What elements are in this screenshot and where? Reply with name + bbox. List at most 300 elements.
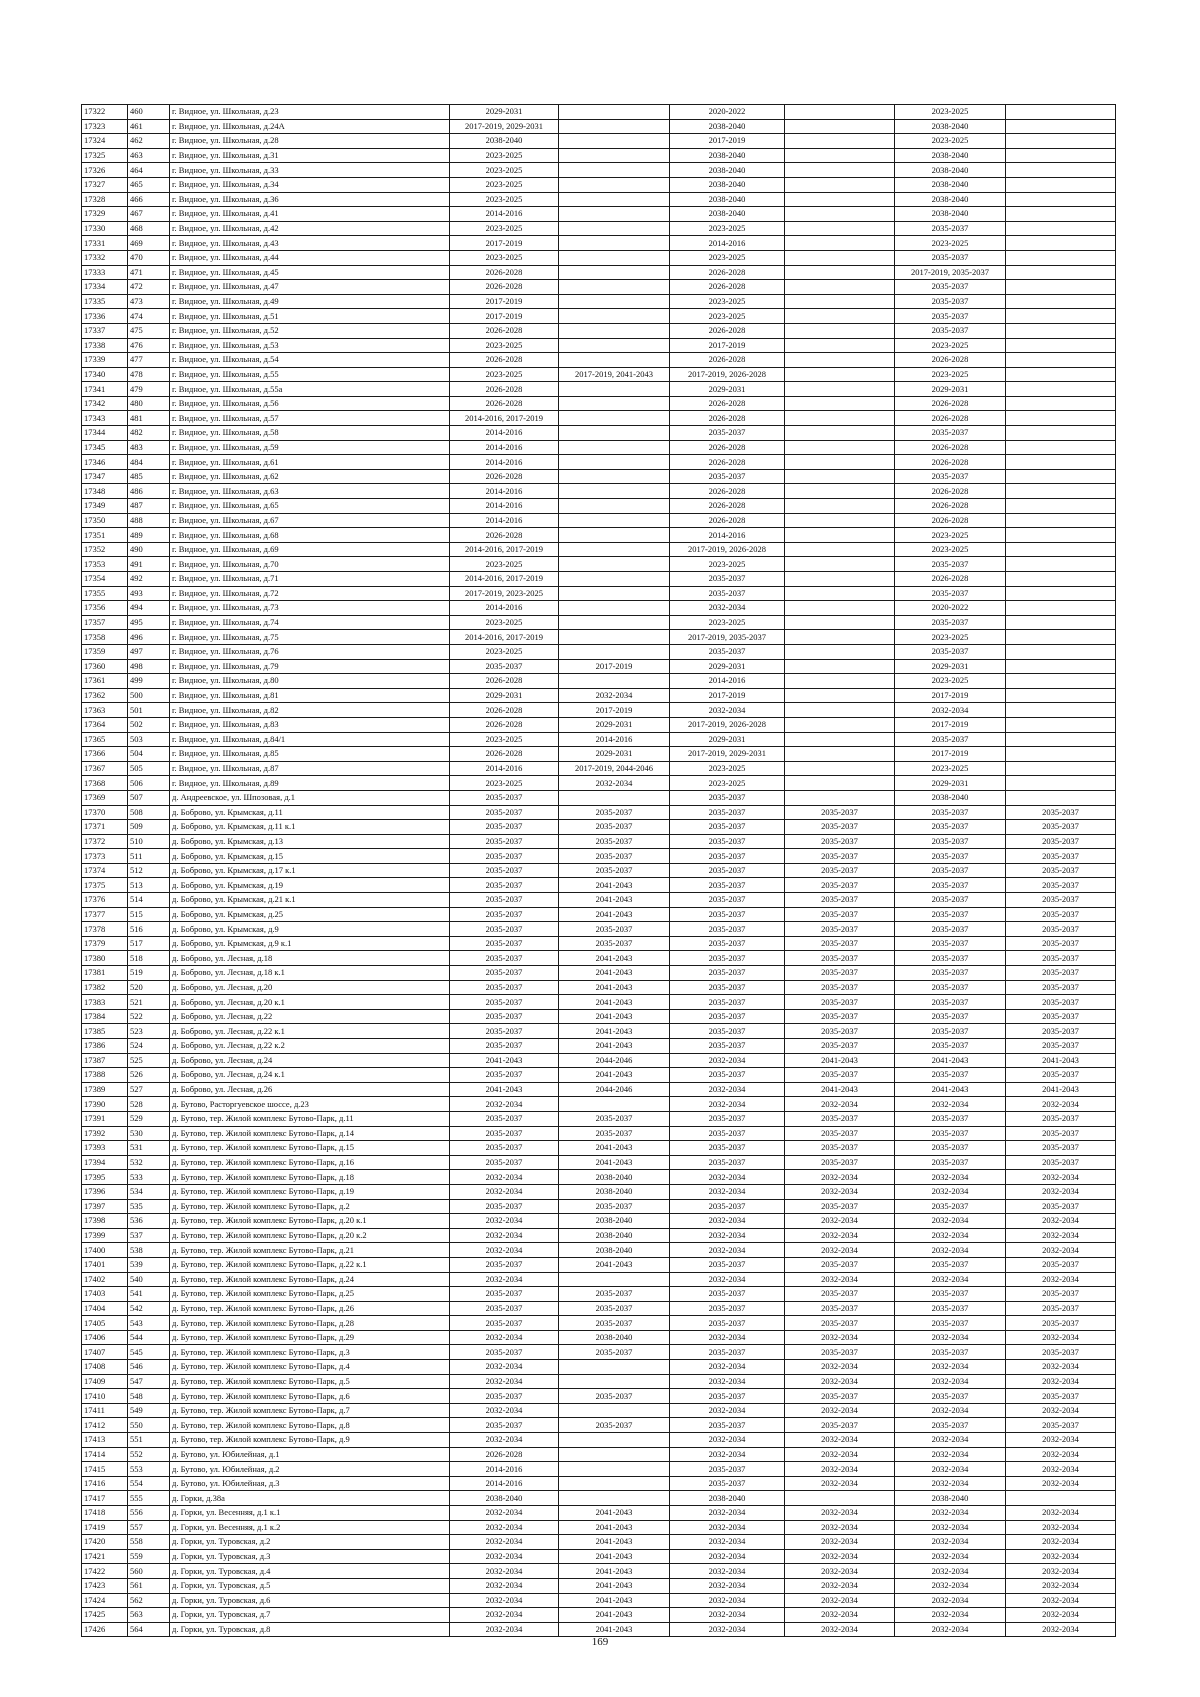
cell-address: д. Боброво, ул. Крымская, д.25 <box>170 907 450 922</box>
cell-row-number: 17393 <box>82 1141 128 1156</box>
cell-period-5: 2032-2034 <box>895 1476 1006 1491</box>
cell-row-number: 17424 <box>82 1593 128 1608</box>
cell-period-4 <box>785 644 895 659</box>
cell-period-6: 2035-2037 <box>1006 849 1116 864</box>
cell-period-6: 2035-2037 <box>1006 966 1116 981</box>
cell-row-number: 17378 <box>82 922 128 937</box>
cell-period-6 <box>1006 630 1116 645</box>
cell-period-1: 2035-2037 <box>450 805 559 820</box>
cell-period-2: 2035-2037 <box>559 922 670 937</box>
cell-period-6: 2032-2034 <box>1006 1360 1116 1375</box>
cell-period-6 <box>1006 455 1116 470</box>
cell-period-4 <box>785 440 895 455</box>
table-row <box>82 630 1116 645</box>
cell-period-5: 2035-2037 <box>895 221 1006 236</box>
cell-address: д. Бутово, тер. Жилой комплекс Бутово-Парк, д.8 <box>170 1418 450 1433</box>
table-row <box>82 893 1116 908</box>
cell-row-number: 17348 <box>82 484 128 499</box>
cell-period-6: 2035-2037 <box>1006 1024 1116 1039</box>
cell-row-number: 17385 <box>82 1024 128 1039</box>
cell-house-number: 472 <box>128 280 170 295</box>
cell-row-number: 17342 <box>82 396 128 411</box>
cell-period-1: 2035-2037 <box>450 878 559 893</box>
cell-period-5: 2035-2037 <box>895 834 1006 849</box>
table-row <box>82 1082 1116 1097</box>
cell-period-6 <box>1006 163 1116 178</box>
table-row <box>82 644 1116 659</box>
cell-period-5: 2032-2034 <box>895 1360 1006 1375</box>
cell-period-6: 2035-2037 <box>1006 878 1116 893</box>
cell-address: д. Бутово, тер. Жилой комплекс Бутово-Парк, д.21 <box>170 1243 450 1258</box>
cell-period-3: 2017-2019 <box>670 338 785 353</box>
cell-address: г. Видное, ул. Школьная, д.33 <box>170 163 450 178</box>
cell-address: г. Видное, ул. Школьная, д.28 <box>170 134 450 149</box>
cell-house-number: 523 <box>128 1024 170 1039</box>
cell-period-1: 2029-2031 <box>450 105 559 120</box>
cell-period-6: 2032-2034 <box>1006 1622 1116 1637</box>
table-row <box>82 1024 1116 1039</box>
cell-period-2: 2035-2037 <box>559 1111 670 1126</box>
cell-period-4: 2032-2034 <box>785 1535 895 1550</box>
cell-period-6: 2032-2034 <box>1006 1462 1116 1477</box>
cell-period-3: 2032-2034 <box>670 1330 785 1345</box>
cell-period-4: 2032-2034 <box>785 1578 895 1593</box>
cell-address: г. Видное, ул. Школьная, д.36 <box>170 192 450 207</box>
cell-period-4: 2041-2043 <box>785 1082 895 1097</box>
cell-period-1: 2014-2016 <box>450 207 559 222</box>
table-row <box>82 1433 1116 1448</box>
cell-period-3: 2029-2031 <box>670 732 785 747</box>
cell-period-5: 2032-2034 <box>895 1433 1006 1448</box>
cell-period-6 <box>1006 1491 1116 1506</box>
cell-period-2 <box>559 1374 670 1389</box>
cell-period-4: 2035-2037 <box>785 966 895 981</box>
cell-address: д. Бутово, тер. Жилой комплекс Бутово-Парк, д.7 <box>170 1403 450 1418</box>
table-row <box>82 586 1116 601</box>
cell-period-2: 2035-2037 <box>559 1418 670 1433</box>
cell-row-number: 17338 <box>82 338 128 353</box>
cell-period-5: 2035-2037 <box>895 1068 1006 1083</box>
cell-period-3: 2026-2028 <box>670 484 785 499</box>
table-body <box>82 105 1116 1637</box>
cell-period-5: 2029-2031 <box>895 659 1006 674</box>
cell-period-1: 2032-2034 <box>450 1403 559 1418</box>
cell-address: г. Видное, ул. Школьная, д.42 <box>170 221 450 236</box>
cell-period-6 <box>1006 717 1116 732</box>
cell-period-5: 2035-2037 <box>895 1345 1006 1360</box>
cell-address: г. Видное, ул. Школьная, д.68 <box>170 528 450 543</box>
cell-period-6: 2041-2043 <box>1006 1082 1116 1097</box>
cell-address: г. Видное, ул. Школьная, д.61 <box>170 455 450 470</box>
cell-house-number: 521 <box>128 995 170 1010</box>
cell-period-3: 2017-2019, 2026-2028 <box>670 717 785 732</box>
cell-house-number: 516 <box>128 922 170 937</box>
cell-row-number: 17380 <box>82 951 128 966</box>
cell-row-number: 17372 <box>82 834 128 849</box>
cell-period-6: 2035-2037 <box>1006 1316 1116 1331</box>
cell-house-number: 499 <box>128 674 170 689</box>
cell-address: д. Боброво, ул. Лесная, д.20 к.1 <box>170 995 450 1010</box>
cell-row-number: 17400 <box>82 1243 128 1258</box>
cell-period-6: 2035-2037 <box>1006 980 1116 995</box>
cell-period-6: 2032-2034 <box>1006 1214 1116 1229</box>
cell-row-number: 17353 <box>82 557 128 572</box>
cell-period-1: 2035-2037 <box>450 1009 559 1024</box>
cell-period-4: 2032-2034 <box>785 1170 895 1185</box>
cell-period-6: 2032-2034 <box>1006 1170 1116 1185</box>
cell-period-6: 2035-2037 <box>1006 1111 1116 1126</box>
cell-house-number: 491 <box>128 557 170 572</box>
cell-address: г. Видное, ул. Школьная, д.23 <box>170 105 450 120</box>
cell-address: г. Видное, ул. Школьная, д.75 <box>170 630 450 645</box>
cell-address: д. Горки, ул. Туровская, д.5 <box>170 1578 450 1593</box>
cell-period-5: 2032-2034 <box>895 1506 1006 1521</box>
cell-period-1: 2032-2034 <box>450 1272 559 1287</box>
cell-period-5: 2032-2034 <box>895 1403 1006 1418</box>
cell-period-1: 2026-2028 <box>450 528 559 543</box>
cell-period-1: 2035-2037 <box>450 1418 559 1433</box>
table-row <box>82 105 1116 120</box>
cell-period-1: 2032-2034 <box>450 1170 559 1185</box>
cell-period-4: 2035-2037 <box>785 1111 895 1126</box>
cell-period-3: 2038-2040 <box>670 177 785 192</box>
table-row <box>82 1389 1116 1404</box>
cell-period-4: 2035-2037 <box>785 1287 895 1302</box>
table-row <box>82 1126 1116 1141</box>
cell-period-6: 2032-2034 <box>1006 1403 1116 1418</box>
cell-period-4 <box>785 761 895 776</box>
cell-period-2 <box>559 236 670 251</box>
cell-period-2: 2038-2040 <box>559 1214 670 1229</box>
cell-period-6 <box>1006 280 1116 295</box>
cell-address: д. Бутово, тер. Жилой комплекс Бутово-Парк, д.24 <box>170 1272 450 1287</box>
cell-period-5: 2035-2037 <box>895 294 1006 309</box>
cell-period-1: 2026-2028 <box>450 265 559 280</box>
cell-row-number: 17413 <box>82 1433 128 1448</box>
cell-period-5: 2023-2025 <box>895 630 1006 645</box>
cell-house-number: 512 <box>128 863 170 878</box>
cell-row-number: 17414 <box>82 1447 128 1462</box>
cell-period-6 <box>1006 528 1116 543</box>
cell-period-2: 2035-2037 <box>559 1316 670 1331</box>
cell-period-4 <box>785 207 895 222</box>
cell-period-6: 2035-2037 <box>1006 1301 1116 1316</box>
cell-period-4: 2035-2037 <box>785 849 895 864</box>
cell-period-6: 2032-2034 <box>1006 1608 1116 1623</box>
cell-period-1: 2035-2037 <box>450 995 559 1010</box>
cell-period-2: 2041-2043 <box>559 1578 670 1593</box>
cell-period-6 <box>1006 601 1116 616</box>
cell-period-4 <box>785 528 895 543</box>
cell-period-3: 2032-2034 <box>670 1447 785 1462</box>
cell-period-4 <box>785 630 895 645</box>
cell-house-number: 547 <box>128 1374 170 1389</box>
cell-period-5: 2035-2037 <box>895 309 1006 324</box>
cell-period-5: 2035-2037 <box>895 644 1006 659</box>
cell-row-number: 17408 <box>82 1360 128 1375</box>
cell-period-4: 2032-2034 <box>785 1184 895 1199</box>
cell-period-6: 2035-2037 <box>1006 1009 1116 1024</box>
cell-period-3: 2035-2037 <box>670 1199 785 1214</box>
table-row <box>82 177 1116 192</box>
cell-address: д. Горки, д.38а <box>170 1491 450 1506</box>
cell-house-number: 493 <box>128 586 170 601</box>
table-row <box>82 1578 1116 1593</box>
cell-period-3: 2035-2037 <box>670 1389 785 1404</box>
cell-row-number: 17358 <box>82 630 128 645</box>
cell-period-5: 2041-2043 <box>895 1053 1006 1068</box>
cell-house-number: 517 <box>128 936 170 951</box>
cell-period-3: 2035-2037 <box>670 1418 785 1433</box>
cell-period-1: 2026-2028 <box>450 703 559 718</box>
cell-row-number: 17409 <box>82 1374 128 1389</box>
cell-period-2: 2038-2040 <box>559 1243 670 1258</box>
cell-house-number: 540 <box>128 1272 170 1287</box>
cell-period-5: 2032-2034 <box>895 1374 1006 1389</box>
cell-period-3: 2035-2037 <box>670 469 785 484</box>
cell-row-number: 17374 <box>82 863 128 878</box>
cell-period-6: 2032-2034 <box>1006 1549 1116 1564</box>
table-row <box>82 820 1116 835</box>
table-row <box>82 776 1116 791</box>
table-row <box>82 922 1116 937</box>
cell-period-4 <box>785 790 895 805</box>
cell-house-number: 515 <box>128 907 170 922</box>
cell-house-number: 477 <box>128 353 170 368</box>
cell-period-1: 2014-2016, 2017-2019 <box>450 630 559 645</box>
table-row <box>82 1141 1116 1156</box>
cell-period-5: 2032-2034 <box>895 1097 1006 1112</box>
page-number: 169 <box>591 1636 609 1648</box>
cell-period-5: 2035-2037 <box>895 557 1006 572</box>
cell-period-3: 2026-2028 <box>670 396 785 411</box>
table-row <box>82 601 1116 616</box>
cell-period-2 <box>559 309 670 324</box>
cell-row-number: 17389 <box>82 1082 128 1097</box>
cell-period-4: 2032-2034 <box>785 1564 895 1579</box>
cell-period-4: 2035-2037 <box>785 936 895 951</box>
cell-period-2 <box>559 644 670 659</box>
cell-period-5: 2035-2037 <box>895 323 1006 338</box>
cell-address: д. Боброво, ул. Лесная, д.22 к.1 <box>170 1024 450 1039</box>
cell-address: д. Боброво, ул. Лесная, д.22 к.2 <box>170 1039 450 1054</box>
cell-house-number: 509 <box>128 820 170 835</box>
cell-period-3: 2032-2034 <box>670 1272 785 1287</box>
cell-row-number: 17382 <box>82 980 128 995</box>
cell-period-1: 2026-2028 <box>450 717 559 732</box>
table-row <box>82 1170 1116 1185</box>
cell-period-5: 2035-2037 <box>895 250 1006 265</box>
cell-period-5: 2023-2025 <box>895 542 1006 557</box>
cell-period-4: 2035-2037 <box>785 1345 895 1360</box>
cell-period-3: 2038-2040 <box>670 192 785 207</box>
cell-house-number: 498 <box>128 659 170 674</box>
cell-period-1: 2014-2016, 2017-2019 <box>450 572 559 587</box>
cell-house-number: 482 <box>128 426 170 441</box>
cell-period-5: 2035-2037 <box>895 426 1006 441</box>
cell-house-number: 525 <box>128 1053 170 1068</box>
cell-period-1: 2026-2028 <box>450 674 559 689</box>
cell-row-number: 17368 <box>82 776 128 791</box>
cell-period-3: 2023-2025 <box>670 761 785 776</box>
cell-period-4: 2035-2037 <box>785 1039 895 1054</box>
cell-address: д. Бутово, тер. Жилой комплекс Бутово-Парк, д.14 <box>170 1126 450 1141</box>
cell-period-6 <box>1006 367 1116 382</box>
cell-period-2 <box>559 440 670 455</box>
cell-period-6: 2035-2037 <box>1006 1039 1116 1054</box>
cell-period-1: 2032-2034 <box>450 1535 559 1550</box>
cell-period-5: 2038-2040 <box>895 148 1006 163</box>
cell-address: г. Видное, ул. Школьная, д.43 <box>170 236 450 251</box>
cell-period-6 <box>1006 644 1116 659</box>
cell-period-1: 2032-2034 <box>450 1184 559 1199</box>
cell-period-5: 2035-2037 <box>895 995 1006 1010</box>
cell-house-number: 508 <box>128 805 170 820</box>
cell-row-number: 17384 <box>82 1009 128 1024</box>
cell-period-4 <box>785 674 895 689</box>
cell-period-2: 2041-2043 <box>559 1564 670 1579</box>
table-row <box>82 1039 1116 1054</box>
cell-period-3: 2032-2034 <box>670 1403 785 1418</box>
cell-period-1: 2032-2034 <box>450 1243 559 1258</box>
table-row <box>82 1316 1116 1331</box>
cell-period-6: 2035-2037 <box>1006 1418 1116 1433</box>
table-row <box>82 951 1116 966</box>
cell-period-1: 2032-2034 <box>450 1578 559 1593</box>
cell-period-2 <box>559 411 670 426</box>
cell-period-4 <box>785 177 895 192</box>
cell-house-number: 520 <box>128 980 170 995</box>
cell-period-4 <box>785 717 895 732</box>
table-row <box>82 834 1116 849</box>
cell-period-5: 2038-2040 <box>895 790 1006 805</box>
cell-period-3: 2035-2037 <box>670 951 785 966</box>
cell-period-4 <box>785 367 895 382</box>
table-row <box>82 1199 1116 1214</box>
cell-period-3: 2035-2037 <box>670 834 785 849</box>
table-row <box>82 907 1116 922</box>
cell-period-4 <box>785 323 895 338</box>
cell-period-4: 2032-2034 <box>785 1520 895 1535</box>
cell-period-3: 2035-2037 <box>670 1141 785 1156</box>
cell-period-4: 2032-2034 <box>785 1360 895 1375</box>
cell-address: г. Видное, ул. Школьная, д.59 <box>170 440 450 455</box>
table-row <box>82 849 1116 864</box>
table-row <box>82 1403 1116 1418</box>
cell-period-5: 2035-2037 <box>895 1024 1006 1039</box>
cell-period-1: 2032-2034 <box>450 1593 559 1608</box>
table-row <box>82 455 1116 470</box>
cell-row-number: 17346 <box>82 455 128 470</box>
cell-address: г. Видное, ул. Школьная, д.52 <box>170 323 450 338</box>
cell-address: г. Видное, ул. Школьная, д.73 <box>170 601 450 616</box>
cell-period-3: 2026-2028 <box>670 323 785 338</box>
cell-address: г. Видное, ул. Школьная, д.65 <box>170 499 450 514</box>
table-row <box>82 966 1116 981</box>
cell-house-number: 488 <box>128 513 170 528</box>
cell-period-6: 2035-2037 <box>1006 1287 1116 1302</box>
cell-period-3: 2032-2034 <box>670 1433 785 1448</box>
cell-address: г. Видное, ул. Школьная, д.83 <box>170 717 450 732</box>
cell-row-number: 17422 <box>82 1564 128 1579</box>
cell-house-number: 526 <box>128 1068 170 1083</box>
cell-address: г. Видное, ул. Школьная, д.70 <box>170 557 450 572</box>
cell-house-number: 543 <box>128 1316 170 1331</box>
cell-period-5: 2032-2034 <box>895 1549 1006 1564</box>
cell-address: д. Боброво, ул. Лесная, д.18 к.1 <box>170 966 450 981</box>
cell-period-4 <box>785 280 895 295</box>
cell-period-5: 2026-2028 <box>895 353 1006 368</box>
cell-period-2 <box>559 207 670 222</box>
cell-row-number: 17367 <box>82 761 128 776</box>
cell-row-number: 17323 <box>82 119 128 134</box>
cell-period-2: 2041-2043 <box>559 951 670 966</box>
cell-period-2 <box>559 221 670 236</box>
cell-period-6: 2032-2034 <box>1006 1243 1116 1258</box>
cell-period-4 <box>785 601 895 616</box>
cell-house-number: 494 <box>128 601 170 616</box>
table-row <box>82 1068 1116 1083</box>
cell-period-5: 2032-2034 <box>895 1184 1006 1199</box>
cell-period-6 <box>1006 469 1116 484</box>
cell-period-3: 2035-2037 <box>670 1462 785 1477</box>
cell-row-number: 17379 <box>82 936 128 951</box>
cell-period-3: 2035-2037 <box>670 1301 785 1316</box>
cell-period-6 <box>1006 250 1116 265</box>
cell-period-4: 2032-2034 <box>785 1272 895 1287</box>
cell-period-2: 2035-2037 <box>559 863 670 878</box>
cell-row-number: 17399 <box>82 1228 128 1243</box>
cell-house-number: 501 <box>128 703 170 718</box>
cell-house-number: 541 <box>128 1287 170 1302</box>
cell-row-number: 17361 <box>82 674 128 689</box>
cell-period-3: 2023-2025 <box>670 221 785 236</box>
cell-period-2: 2041-2043 <box>559 995 670 1010</box>
cell-period-3: 2032-2034 <box>670 1535 785 1550</box>
cell-period-6 <box>1006 761 1116 776</box>
cell-period-6 <box>1006 236 1116 251</box>
cell-row-number: 17324 <box>82 134 128 149</box>
cell-period-6: 2032-2034 <box>1006 1593 1116 1608</box>
cell-period-3: 2032-2034 <box>670 1608 785 1623</box>
cell-period-3: 2035-2037 <box>670 1068 785 1083</box>
cell-period-6 <box>1006 192 1116 207</box>
cell-period-1: 2032-2034 <box>450 1433 559 1448</box>
cell-house-number: 473 <box>128 294 170 309</box>
cell-period-1: 2035-2037 <box>450 922 559 937</box>
cell-period-3: 2026-2028 <box>670 440 785 455</box>
cell-row-number: 17335 <box>82 294 128 309</box>
cell-row-number: 17322 <box>82 105 128 120</box>
cell-house-number: 507 <box>128 790 170 805</box>
cell-period-4 <box>785 426 895 441</box>
cell-period-1: 2035-2037 <box>450 980 559 995</box>
cell-address: г. Видное, ул. Школьная, д.85 <box>170 747 450 762</box>
cell-address: д. Бутово, тер. Жилой комплекс Бутово-Парк, д.3 <box>170 1345 450 1360</box>
cell-period-3: 2026-2028 <box>670 455 785 470</box>
cell-address: д. Горки, ул. Весенняя, д.1 к.2 <box>170 1520 450 1535</box>
cell-period-2: 2041-2043 <box>559 1608 670 1623</box>
cell-period-5: 2026-2028 <box>895 440 1006 455</box>
table-row <box>82 309 1116 324</box>
cell-period-5: 2023-2025 <box>895 105 1006 120</box>
cell-period-1: 2035-2037 <box>450 936 559 951</box>
cell-period-5: 2035-2037 <box>895 469 1006 484</box>
cell-period-3: 2023-2025 <box>670 294 785 309</box>
cell-period-3: 2032-2034 <box>670 1082 785 1097</box>
cell-house-number: 522 <box>128 1009 170 1024</box>
cell-period-2 <box>559 294 670 309</box>
